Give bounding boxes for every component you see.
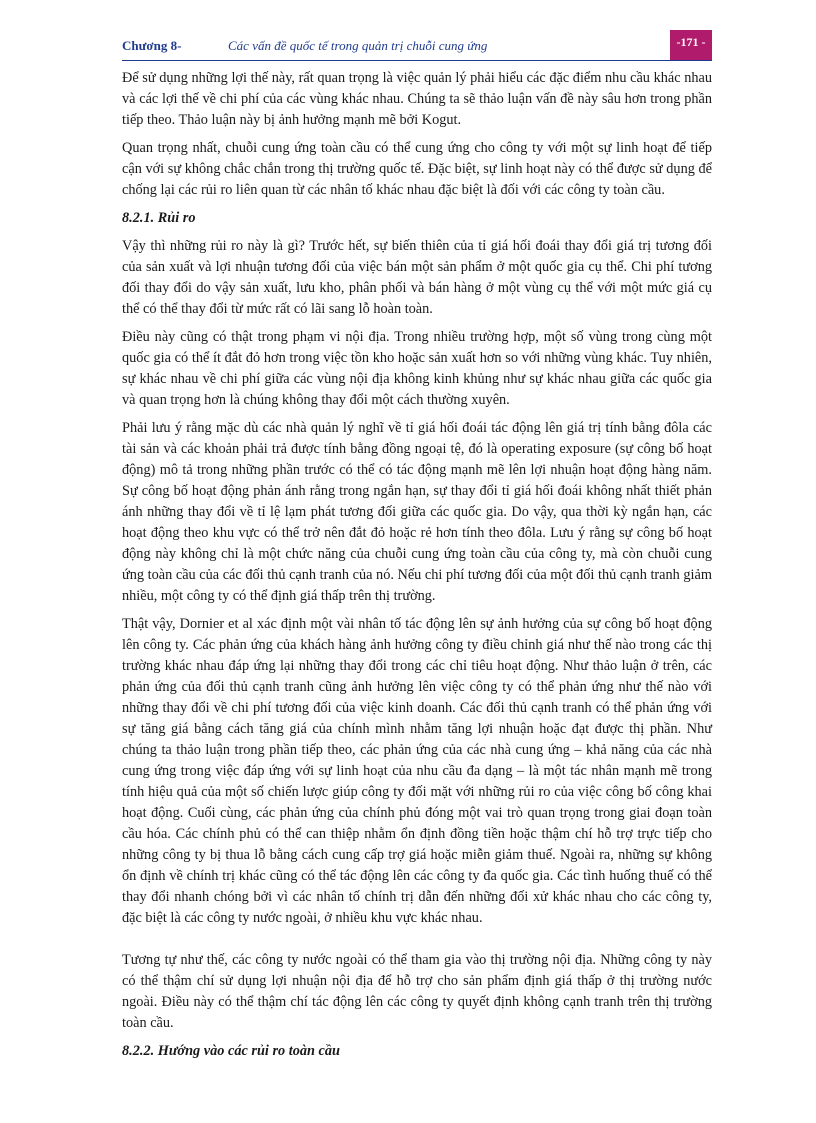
paragraph: Để sử dụng những lợi thế này, rất quan trọng là việc quản lý phải hiểu các đặc điểm nhu cầu khác nhau và các lợi thế về chi phí của các vùng khác nhau. Chúng ta sẽ thảo luận vấn đề này sâu hơn trong phần tiếp theo. Thảo luận này bị ảnh hưởng mạnh mẽ bởi Kogut. — [122, 70, 712, 128]
chapter-subtitle: Các vấn đề quốc tế trong quản trị chuỗi cung ứng — [228, 38, 488, 53]
paragraph: Tương tự như thế, các công ty nước ngoài có thể tham gia vào thị trường nội địa. Những công ty này có thể thậm chí sử dụng lợi nhuận nội địa để hỗ trợ cho sản phẩm định giá thấp ở thị trường nước ngoài. Điều này có thể thậm chí tác động lên các công ty quyết định không cạnh tranh trên thị trường toàn cầu. — [122, 952, 712, 1031]
header-divider — [122, 60, 712, 61]
page-body — [122, 68, 712, 1069]
paragraph: Phải lưu ý rằng mặc dù các nhà quản lý nghĩ về tỉ giá hối đoái tác động lên giá trị tính bằng đôla các tài sản và các khoản phải trả được tính bằng đồng ngoại tệ, đó là operating exposure (sự công bố hoạt động) mô tả trong những phần trước có thể có tác động mạnh mẽ lên lợi nhuận hoạt động hàng năm. Sự công bố hoạt động phản ánh rằng trong ngắn hạn, sự thay đổi tỉ giá hối đoái không nhất thiết phản ánh những thay đổi về tỉ lệ lạm phát tương đối giữa các quốc gia. Do vậy, qua thời kỳ ngắn hạn, các hoạt động theo khu vực có thể trở nên đắt đỏ hoặc rẻ hơn tính theo đôla. Lưu ý rằng sự công bố hoạt động này không chỉ là một chức năng của chuỗi cung ứng toàn cầu của công ty, mà còn chuỗi cung ứng toàn cầu của các đối thủ cạnh tranh của nó. Nếu chi phí tương đối của một đối thủ cạnh tranh giảm nhiều, một công ty có thể định giá thấp trên thị trường. — [122, 420, 712, 604]
page-header — [122, 36, 712, 58]
paragraph: Thật vậy, Dornier et al xác định một vài nhân tố tác động lên sự ảnh hưởng của sự công bố hoạt động lên công ty. Các phản ứng của khách hàng ảnh hưởng công ty điều chỉnh giá như thế nào trong các thị trường khác nhau đáp ứng lại những thay đổi trong các chỉ tiêu hoạt động. Như thảo luận ở trên, các phản ứng của đối thủ cạnh tranh cũng ảnh hưởng lên việc công ty có thể phản ứng như thế nào với những thay đổi về chi phí tương đối của việc kinh doanh. Các đối thủ cạnh tranh có thể phản ứng với sự tăng giá bằng cách tăng giá của chính mình nhằm tăng lợi nhuận hoặc đạt được thị phần. Như chúng ta thảo luận trong phần tiếp theo, các phản ứng của các nhà cung ứng – khả năng của các nhà cung ứng trong việc đáp ứng với sự linh hoạt của nhu cầu đa dạng – là một tác nhân mạnh mẽ trong tính hiệu quả của một số chiến lược giúp công ty đối mặt với những rủi ro của việc công bố công khai hoạt động. Cuối cùng, các phản ứng của chính phủ đóng một vai trò quan trọng trong giai đoạn toàn cầu hóa. Các chính phủ có thể can thiệp nhằm ổn định đồng tiền hoặc thậm chí hỗ trợ trực tiếp cho những công ty bị thua lỗ bằng cách cung cấp trợ giá hoặc miễn giảm thuế. Ngoài ra, những sự không ổn định về chính trị khác cũng có thể tác động lên các công ty đa quốc gia. Các tình huống thuế có thể thay đổi nhanh chóng bởi vì các nhân tố chính trị dẫn đến những đối xử khác nhau cho các công ty, đặc biệt là các công ty nước ngoài, ở nhiều khu vực khác nhau. — [122, 616, 712, 926]
paragraph: Điều này cũng có thật trong phạm vi nội địa. Trong nhiều trường hợp, một số vùng trong cùng một quốc gia có thể ít đắt đỏ hơn trong việc tồn kho hoặc sản xuất hơn so với những vùng khác. Tuy nhiên, sự khác nhau về chi phí giữa các vùng nội địa không kinh khủng như sự khác nhau giữa các quốc gia và quan trọng hơn là chúng không thay đổi một cách thường xuyên. — [122, 329, 712, 408]
page-number-badge: -171 - — [670, 30, 712, 60]
paragraph: Quan trọng nhất, chuỗi cung ứng toàn cầu có thể cung ứng cho công ty với một sự linh hoạt để tiếp cận với sự không chắc chắn trong thị trường quốc tế. Đặc biệt, sự linh hoạt này có thể được sử dụng để chống lại các rủi ro liên quan từ các nhân tố khác nhau đặc biệt là đối với các công ty toàn cầu. — [122, 140, 712, 198]
chapter-label: Chương 8- — [122, 38, 182, 53]
section-heading: 8.2.2. Hướng vào các rủi ro toàn cầu — [122, 1043, 340, 1059]
paragraph: Vậy thì những rủi ro này là gì? Trước hết, sự biến thiên của tỉ giá hối đoái thay đổi giá trị tương đối của sản xuất và lợi nhuận tương đối của việc bán một sản phẩm ở một quốc gia cụ thể. Chi phí tương đối thay đổi do vậy sản xuất, lưu kho, phân phối và bán hàng ở một vùng cụ thể với một mức giá cụ thể có thể thay đổi từ mức rất có lãi sang lỗ hoàn toàn. — [122, 238, 712, 317]
paragraph-gap — [122, 936, 712, 950]
section-heading: 8.2.1. Rủi ro — [122, 210, 196, 226]
